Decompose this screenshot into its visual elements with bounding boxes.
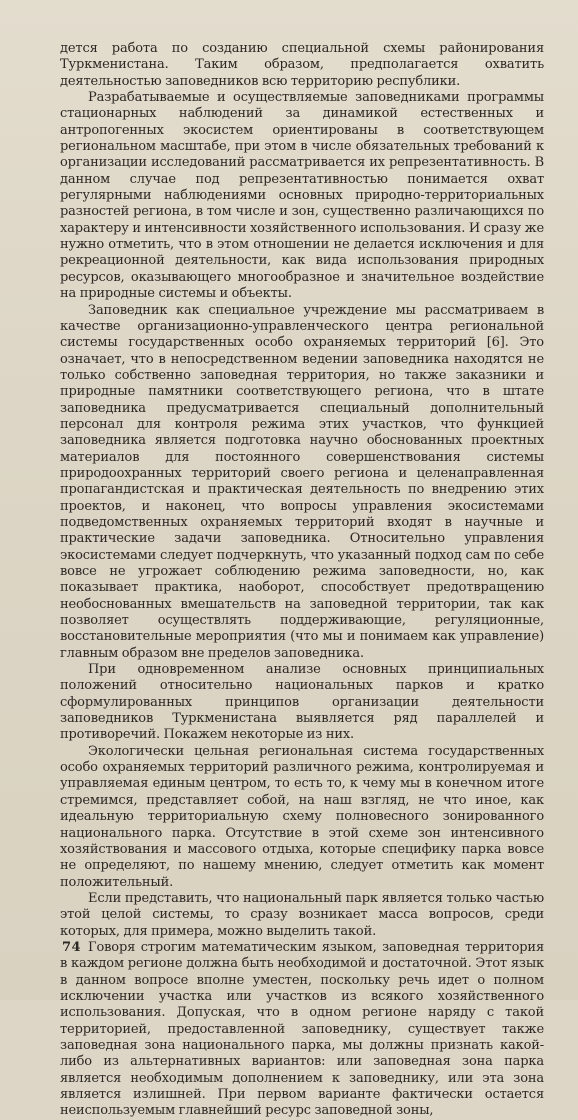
- paragraph-7: Говоря строгим математическим языком, заповедная территория в каждом регионе должна быть необходимой и достаточной. Этот язык в данном вопросе вполне уместен, поскольку речь идет о полном исключении участка или участков из всякого хозяйственного использования. Допуская, что в одном регионе наряду с такой территорией, предоставленной заповеднику, существует также заповедная зона национального парка, мы должны признать какой-либо из альтернативных вариантов: или заповедная зона парка является необходимым дополнением к заповеднику, или эта зона является излишней. При первом варианте фактически остается неиспользуемым главнейший ресурс заповедной зоны,: [60, 939, 544, 1119]
- paragraph-2: Разрабатываемые и осуществляемые заповедниками программы стационарных наблюдений за динамикой естественных и антропогенных экосистем ориентированы в соответствующем региональном масштабе, при этом в числе обязательных требований к организации исследований рассматривается их репрезентативность. В данном случае под репрезентативностью понимается охват регулярными наблюдениями основных природно-территориальных разностей региона, в том числе и зон, существенно различающихся по характеру и интенсивности хозяйственного использования. И сразу же нужно отметить, что в этом отношении не делается исключения и для рекреационной деятельности, как вида использования природных ресурсов, оказывающего многообразное и значительное воздействие на природные системы и объекты.: [60, 90, 544, 302]
- paragraph-1: дется работа по созданию специальной схемы районирования Туркменистана. Таким образом, предполагается охватить деятельностью заповедников всю территорию республики.: [60, 41, 544, 89]
- body-text: [60, 41, 544, 1120]
- paragraph-3: Заповедник как специальное учреждение мы рассматриваем в качестве организационно-управленческого центра региональной системы государственных особо охраняемых территорий [6]. Это означает, что в непосредственном ведении заповедника находятся не только собственно заповедная территория, но также заказники и природные памятники соответствующего региона, что в штате заповедника предусматривается специальный дополнительный персонал для контроля режима этих участков, что функцией заповедника является подготовка научно обоснованных проектных материалов для постоянного совершенствования системы природоохранных территорий своего региона и целенаправленная пропагандистская и практическая деятельность по внедрению этих проектов, и наконец, что вопросы управления экосистемами подведомственных охраняемых территорий входят в научные и практические задачи заповедника. Относительно управления экосистемами следует подчеркнуть, что указанный подход сам по себе вовсе не угрожает соблюдению режима заповедности, но, как показывает практика, наоборот, способствует предотвращению необоснованных вмешательств на заповедной территории, так как позволяет осуществлять поддерживающие, регуляционные, восстановительные мероприятия (что мы и понимаем как управление) главным образом вне пределов заповедника.: [60, 302, 544, 661]
- paragraph-6: Если представить, что национальный парк является только частью этой целой системы, то сразу возникает масса вопросов, среди которых, для примера, можно выделить такой.: [60, 890, 544, 939]
- paragraph-5: Экологически цельная региональная система государственных особо охраняемых территорий различного режима, контролируемая и управляемая единым центром, то есть то, к чему мы в конечном итоге стремимся, представляет собой, на наш взгляд, не что иное, как идеальную территориальную схему полновесного зонированного национального парка. Отсутствие в этой схеме зон интенсивного хозяйствования и массового отдыха, которые специфику парка вовсе не определяют, по нашему мнению, следует отметить как момент положительный.: [60, 743, 544, 890]
- page-number: 74: [62, 940, 82, 955]
- paragraph-4: При одновременном анализе основных принципиальных положений относительно национальных парков и кратко сформулированных принципов организации деятельности заповедников Туркменистана выявляется ряд параллелей и противоречий. Покажем некоторые из них.: [60, 662, 544, 743]
